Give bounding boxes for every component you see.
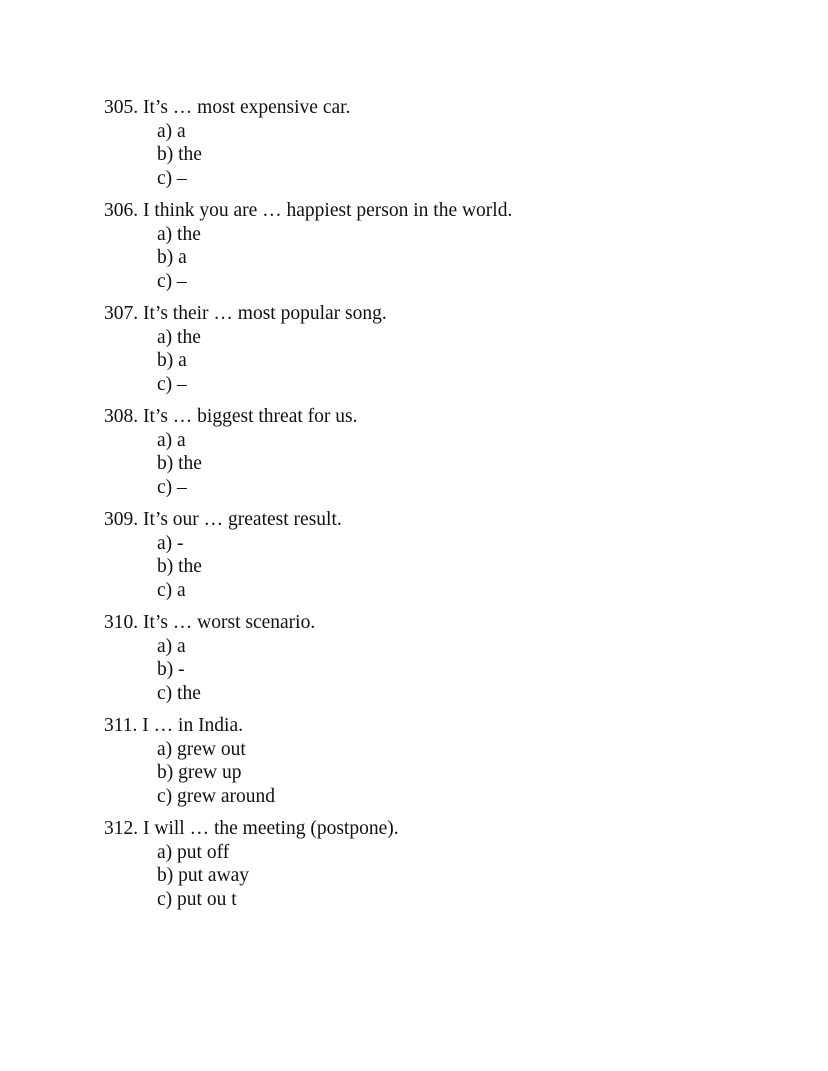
option-b: b) a <box>157 350 187 371</box>
option-c: c) – <box>157 476 187 498</box>
question-310 <box>104 611 784 705</box>
question-text: 309. It’s our … greatest result. <box>104 509 342 530</box>
option-b: b) a <box>157 247 187 268</box>
option-b: b) grew up <box>157 762 242 783</box>
option-a: a) a <box>157 429 186 451</box>
option-a: a) the <box>157 223 201 245</box>
question-309 <box>104 508 784 602</box>
option-c: c) a <box>157 579 186 601</box>
option-a: a) put off <box>157 841 230 863</box>
question-307 <box>104 302 784 396</box>
document-page <box>104 96 784 920</box>
option-a: a) a <box>157 635 186 657</box>
option-b: b) the <box>157 556 202 577</box>
option-c: c) – <box>157 167 187 189</box>
question-text: 305. It’s … most expensive car. <box>104 97 351 118</box>
option-b: b) the <box>157 144 202 165</box>
option-c: c) – <box>157 270 187 292</box>
question-308 <box>104 405 784 499</box>
question-306 <box>104 199 784 293</box>
option-a: a) the <box>157 326 201 348</box>
question-312 <box>104 817 784 911</box>
option-b: b) put away <box>157 865 250 886</box>
question-text: 310. It’s … worst scenario. <box>104 612 316 633</box>
question-305 <box>104 96 784 190</box>
question-311 <box>104 714 784 808</box>
option-a: a) a <box>157 120 186 142</box>
option-a: a) - <box>157 532 184 554</box>
option-b: b) - <box>157 659 185 680</box>
question-text: 306. I think you are … happiest person in the world. <box>104 200 513 221</box>
question-text: 308. It’s … biggest threat for us. <box>104 406 358 427</box>
question-text: 311. I … in India. <box>104 715 244 736</box>
option-c: c) – <box>157 373 187 395</box>
option-c: c) the <box>157 682 201 704</box>
question-text: 307. It’s their … most popular song. <box>104 303 387 324</box>
option-c: c) put ou t <box>157 888 237 910</box>
option-c: c) grew around <box>157 785 276 807</box>
option-b: b) the <box>157 453 202 474</box>
question-text: 312. I will … the meeting (postpone). <box>104 818 399 839</box>
option-a: a) grew out <box>157 738 246 760</box>
